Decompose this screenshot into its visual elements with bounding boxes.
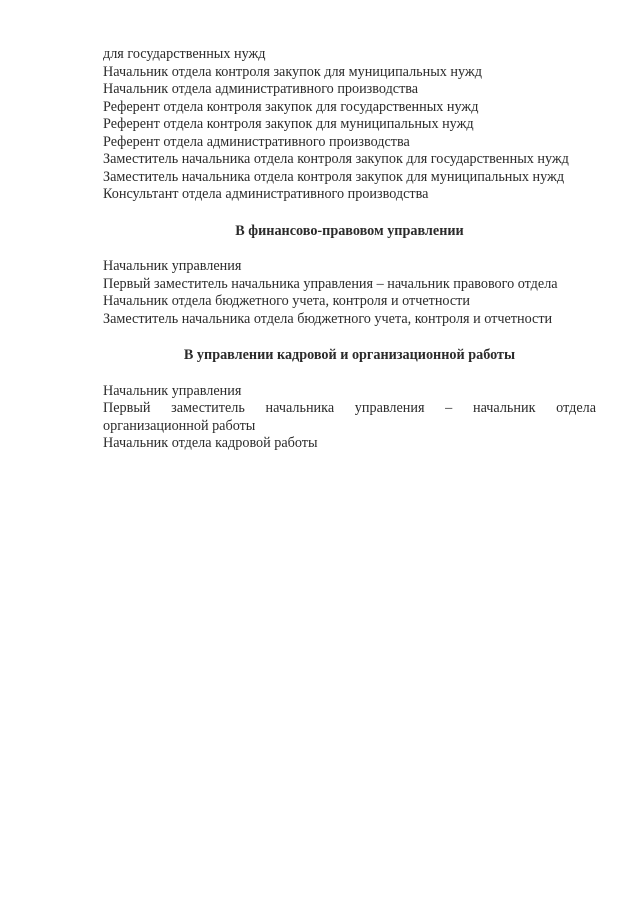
position-line: Референт отдела контроля закупок для государственных нужд [103,98,479,115]
position-line-wrapped: Заместитель начальника отдела контроля закупок для государственных нужд [103,151,569,167]
position-line: Начальник отдела административного производства [103,81,419,97]
top-position-list [103,46,596,204]
document-body [103,46,596,453]
position-line: для государственных нужд [103,46,266,62]
position-line: Начальник управления [103,382,242,399]
position-line: Референт отдела административного производства [103,133,410,150]
section-title-personnel: В управлении кадровой и организационной работы [183,347,516,363]
section-title-finance: В финансово-правовом управлении [235,222,464,239]
position-line: Заместитель начальника отдела контроля закупок для муниципальных нужд [103,168,565,185]
position-line: Первый заместитель начальника управления – начальник правового отдела [103,275,558,292]
position-line: Начальник управления [103,258,242,274]
position-line: Начальник отдела бюджетного учета, контроля и отчетности [103,293,470,309]
personnel-position-list [103,383,596,453]
finance-position-list [103,258,596,328]
position-line: Начальник отдела кадровой работы [103,435,318,451]
position-line: Начальник отдела контроля закупок для муниципальных нужд [103,63,482,80]
position-line: Заместитель начальника отдела бюджетного учета, контроля и отчетности [103,310,553,327]
position-line-wrapped: Первый заместитель начальника управления – начальник отдела организационной работы [103,400,596,434]
position-line: Консультант отдела административного производства [103,186,429,202]
position-line: Референт отдела контроля закупок для муниципальных нужд [103,116,474,132]
